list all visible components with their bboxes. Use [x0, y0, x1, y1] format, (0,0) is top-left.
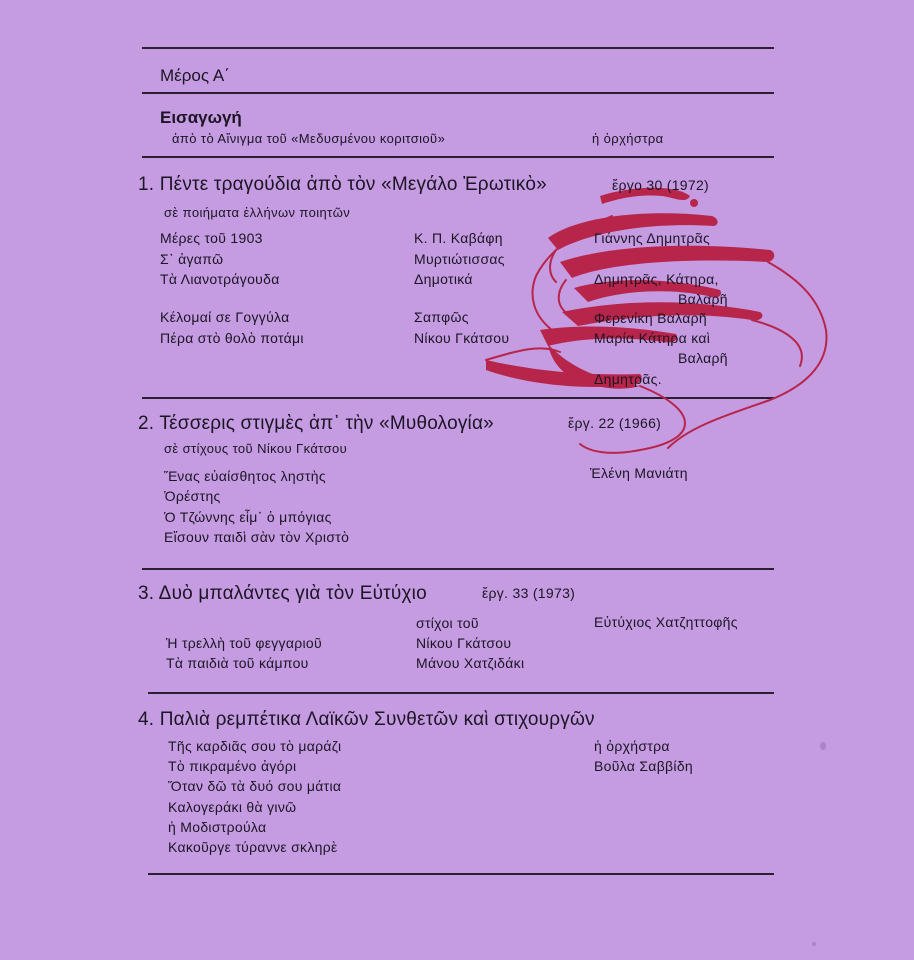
section1-performer: Φερενίκη Βαλαρῆ: [594, 310, 707, 326]
section2-work: ἔργ. 22 (1966): [568, 415, 662, 431]
section1-performer: Δημητρᾶς.: [594, 371, 662, 387]
section1-song: Μέρες τοῦ 1903: [160, 230, 263, 246]
section4-song: Τῆς καρδιᾶς σου τὸ μαράζι: [168, 738, 342, 754]
section1-song: Σ᾽ ἀγαπῶ: [160, 251, 224, 267]
section2-heading: 2. Τέσσερις στιγμὲς ἀπ᾽ τὴν «Μυθολογία»: [138, 413, 494, 434]
section3-lyricist: Νίκου Γκάτσου: [416, 635, 512, 651]
section1-heading: 1. Πέντε τραγούδια ἀπὸ τὸν «Μεγάλο Ἐρωτικὸ»: [138, 174, 547, 195]
section1-note: σὲ ποιήματα ἑλλήνων ποιητῶν: [164, 205, 351, 220]
section1-song: Κέλομαί σε Γογγύλα: [160, 309, 290, 325]
section1-performer: Δημητρᾶς, Κάτηρα,: [594, 271, 719, 287]
section3-song: Ἡ τρελλὴ τοῦ φεγγαριοῦ: [166, 635, 322, 651]
section1-poet: Μυρτιώτισσας: [414, 251, 505, 267]
section4-song: Ὅταν δῶ τὰ δυό σου μάτια: [168, 778, 342, 794]
section1-performer: Βαλαρῆ: [678, 291, 728, 307]
paper-stain: [812, 942, 816, 946]
section1-poet: Δημοτικά: [414, 271, 473, 287]
intro-performer: ἡ ὀρχήστρα: [592, 131, 664, 146]
section1-poet: Νίκου Γκάτσου: [414, 330, 510, 346]
paper-stain: [820, 742, 826, 750]
section2-note: σὲ στίχους τοῦ Νίκου Γκάτσου: [164, 441, 348, 456]
section1-song: Τὰ Λιανοτράγουδα: [160, 271, 280, 287]
section1-poet: Σαπφῶς: [414, 309, 469, 325]
section3-lyricist: Μάνου Χατζιδάκι: [416, 655, 525, 671]
intro-title: Εισαγωγή: [160, 108, 242, 127]
section2-song: Ὁ Τζώννης εἶμ᾽ ὁ μπόγιας: [164, 509, 332, 525]
section3-performer: Εὐτύχιος Χατζηττοφῆς: [594, 614, 738, 630]
section4-performer: Βοῦλα Σαββίδη: [594, 758, 693, 774]
section4-heading: 4. Παλιὰ ρεμπέτικα Λαϊκῶν Συνθετῶν καὶ στιχουργῶν: [138, 709, 595, 730]
section3-song: Τὰ παιδιὰ τοῦ κάμπου: [166, 655, 309, 671]
section3-work: ἔργ. 33 (1973): [482, 585, 576, 601]
section1-performer: Γιάννης Δημητρᾶς: [594, 230, 711, 246]
section2-song: Εἴσουν παιδὶ σὰν τὸν Χριστὸ: [164, 529, 350, 545]
section4-song: ἡ Μοδιστρούλα: [168, 819, 267, 835]
section3-lyricist: στίχοι τοῦ: [416, 615, 479, 631]
section3-heading: 3. Δυὸ μπαλάντες γιὰ τὸν Εὐτύχιο: [138, 583, 427, 604]
section1-performer: Βαλαρῆ: [678, 350, 728, 366]
section2-song: Ὀρέστης: [164, 488, 221, 504]
section4-song: Κακοῦργε τύραννε σκληρὲ: [168, 839, 338, 855]
section4-song: Τὸ πικραμένο ἀγόρι: [168, 758, 297, 774]
section1-work: ἔργο 30 (1972): [612, 177, 710, 193]
section2-performer: Ἑλένη Μανιάτη: [590, 465, 688, 481]
intro-subtitle: ἀπὸ τὸ Αἴνιγμα τοῦ «Μεδυσμένου κοριτσιοῦ»: [172, 131, 446, 146]
section1-poet: Κ. Π. Καβάφη: [414, 230, 503, 246]
section2-song: Ἕνας εὐαίσθητος ληστὴς: [164, 468, 326, 484]
section4-performer: ἡ ὀρχήστρα: [594, 738, 670, 754]
section1-song: Πέρα στὸ θολὸ ποτάμι: [160, 330, 304, 346]
section4-song: Καλογεράκι θὰ γινῶ: [168, 799, 297, 815]
section1-performer: Μαρία Κάτηρα καὶ: [594, 330, 711, 346]
part-title: Μέρος Α΄: [160, 66, 230, 85]
